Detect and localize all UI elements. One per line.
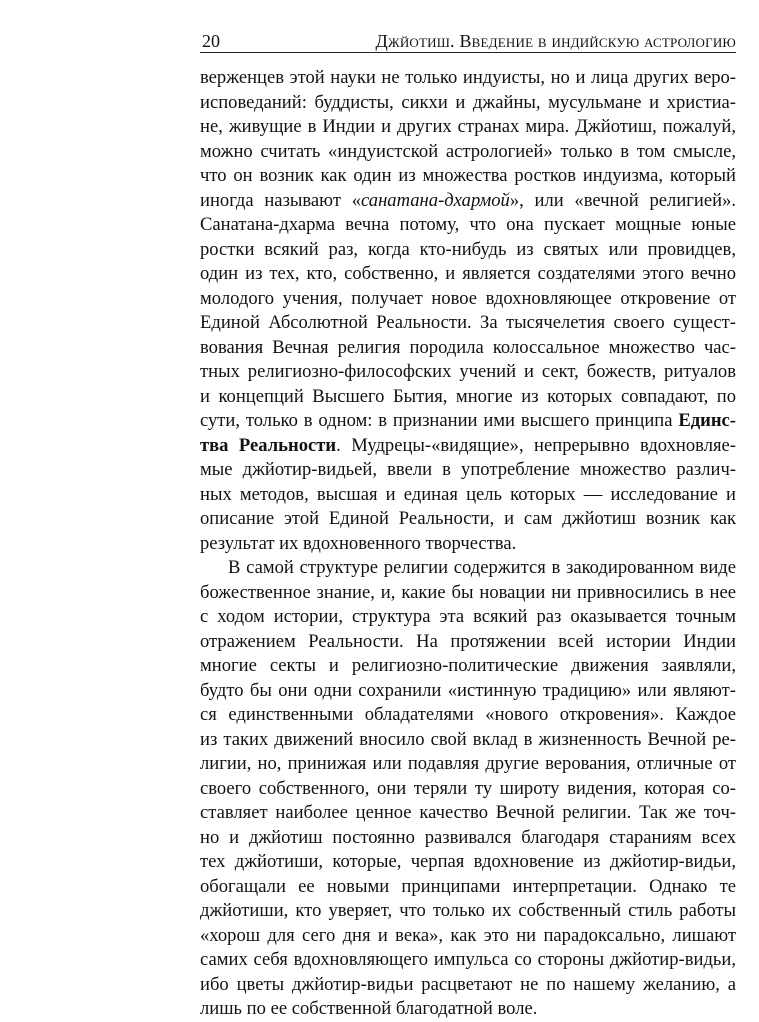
text-line xyxy=(200,189,736,214)
text-line: божественное знание, и, какие бы новации ни привносились в нее xyxy=(200,581,736,603)
text-line: из таких движений вносило свой вклад в жизненность Вечной ре- xyxy=(200,728,736,750)
text-line: будто бы они одни сохранили «истинную традицию» или являют- xyxy=(200,679,736,701)
bold-term: Единс- xyxy=(678,410,736,431)
text-line: ся единственными обладателями «нового откровения». Каждое xyxy=(200,704,736,725)
text-line: ставляет наиболее ценное качество Вечной религии. Так же точ- xyxy=(200,802,736,823)
body-text xyxy=(200,66,736,1022)
text-line: тных религиозно-философских учений и сект, божеств, ритуалов xyxy=(200,361,736,382)
text-line xyxy=(200,409,736,434)
text-line: что он возник как один из множества ростков индуизма, который xyxy=(200,165,736,186)
paragraph-2 xyxy=(200,556,736,1022)
running-title: Джйотиш. Введение в индийскую астрологию xyxy=(375,31,736,51)
bold-term: тва Реальности xyxy=(200,434,337,456)
text-line: отражением Реальности. На протяжении всей истории Индии xyxy=(200,630,736,652)
text-line: лигии, но, принижая или подавляя другие верования, отличные от xyxy=(200,753,736,774)
italic-term: санатана-дхармой xyxy=(361,189,510,211)
text-fragment: иногда называют « xyxy=(200,189,362,211)
text-fragment: », или «вечной религией». xyxy=(509,189,736,211)
text-line: вования Вечная религия породила колоссальное множество час- xyxy=(200,336,736,358)
page-header xyxy=(200,30,736,53)
text-line: мые джйотир-видьей, ввели в употребление множество различ- xyxy=(200,459,736,480)
text-line: и концепций Высшего Бытия, многие из которых совпадают, по xyxy=(200,385,736,407)
text-line: не, живущие в Индии и других странах мира. Джйотиш, пожалуй, xyxy=(200,116,736,137)
text-line: молодого учения, получает новое вдохновляющее откровение от xyxy=(200,287,736,309)
text-line: верженцев этой науки не только индуисты, но и лица других веро- xyxy=(200,67,736,88)
text-line: ибо цветы джйотир-видьи расцветают не по нашему желанию, а xyxy=(200,973,736,995)
text-line: исповеданий: буддисты, сикхи и джайны, мусульмане и христиа- xyxy=(200,91,736,113)
text-line: лишь по ее собственной благодатной воле. xyxy=(200,998,538,1019)
text-line: джйотиши, кто уверяет, что только их собственный стиль работы xyxy=(200,900,736,921)
text-line: Единой Абсолютной Реальности. За тысячелетия своего сущест- xyxy=(200,312,736,333)
text-line: описание этой Единой Реальности, и сам джйотиш возник как xyxy=(200,508,736,529)
text-line: результат их вдохновенного творчества. xyxy=(200,532,517,554)
text-line: можно считать «индуистской астрологией» только в том смысле, xyxy=(200,140,736,162)
paragraph-1 xyxy=(200,66,736,556)
text-line: но и джйотиш постоянно развивался благодаря стараниям всех xyxy=(200,826,736,848)
text-line: Санатана-дхарма вечна потому, что она пускает мощные юные xyxy=(200,214,736,235)
text-line: многие секты и религиозно-политические движения заявляли, xyxy=(200,655,736,676)
text-line: своего собственного, они теряли ту широту видения, которая со- xyxy=(200,777,736,799)
text-line: «хорош для сего дня и века», как это ни парадоксально, лишают xyxy=(200,924,736,946)
text-fragment: . Мудрецы-«видящие», непрерывно вдохновляе- xyxy=(336,434,736,456)
text-fragment: сути, только в одном: в признании ими высшего принципа xyxy=(200,410,679,431)
text-line: обогащали ее новыми принципами интерпретации. Однако те xyxy=(200,875,736,897)
page-number: 20 xyxy=(202,31,220,51)
text-line: тех джйотиши, которые, черпая вдохновение из джйотир-видьи, xyxy=(200,851,736,872)
text-line: ростки всякий раз, когда кто-нибудь из святых или провидцев, xyxy=(200,238,736,260)
text-line: один из тех, кто, собственно, и является создателями этого вечно xyxy=(200,263,736,284)
text-line: самих себя вдохновляющего импульса со стороны джйотир-видьи, xyxy=(200,949,736,970)
text-line xyxy=(200,434,736,459)
text-line: ных методов, высшая и единая цель которых — исследование и xyxy=(200,483,736,505)
text-line: с ходом истории, структура эта всякий раз оказывается точным xyxy=(200,606,736,627)
text-line: В самой структуре религии содержится в закодированном виде xyxy=(228,557,736,578)
